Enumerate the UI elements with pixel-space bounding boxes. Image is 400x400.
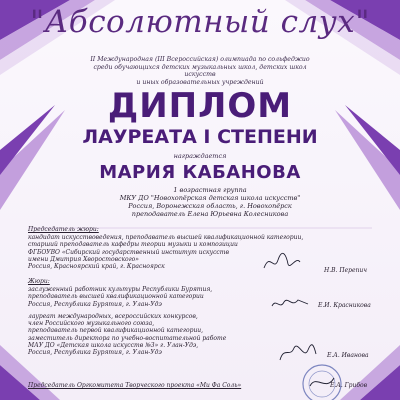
jury-line: Россия, Республика Бурятия, г. Улан-Удэ [28, 300, 162, 308]
jury-header: Председатель жюри: [28, 226, 99, 233]
jury-line: лауреат международных, всероссийских конкурсов, [28, 313, 198, 320]
jury-line: кандидат искусствоведения, преподаватель высшей квалификационной категории, [28, 234, 304, 242]
jury-line: МАУ ДО «Детская школа искусств №3» г. Улан-Удэ, [28, 341, 199, 349]
jury-line: член Российского музыкального союза, [28, 320, 155, 328]
signature-2 [270, 294, 310, 312]
awarded-label: награждается [173, 152, 227, 160]
subtitle-line: среди обучающихся детских музыкальных школ, детских школ искусств [93, 63, 307, 79]
info-line: МКУ ДО "Новохопёрская детская школа искусств" [119, 194, 301, 202]
jury-member-block-1 [28, 278, 212, 308]
jury-line: Россия, Красноярский край, г. Красноярск [28, 263, 165, 271]
jury-signer: Н.В. Перепич [324, 267, 367, 274]
chair-signer: Е.А. Грибов [330, 382, 368, 389]
info-line: 1 возрастная группа [173, 186, 247, 194]
jury-line: заместитель директора по учебно-воспитательной работе [28, 334, 227, 342]
chair-label: Председатель Оргкомитета Творческого проекта «Ми Фа Соль» [28, 382, 242, 389]
info-line: Россия, Воронежская область, г. Новохопёрск [128, 202, 292, 210]
jury-signer: Е.А. Иванова [327, 352, 369, 359]
signature-1 [262, 250, 302, 274]
jury-line: старший преподаватель кафедры теории музыки и композиции [28, 241, 238, 249]
jury-signer: Е.И. Красникова [318, 302, 371, 309]
jury-member-block-2 [28, 313, 226, 356]
info-line: преподаватель Елена Юрьевна Колесникова [131, 210, 289, 218]
organizing-committee-chair [28, 382, 241, 389]
recipient-name: МАРИЯ КАБАНОВА [99, 162, 301, 183]
organization-stamp [300, 360, 344, 400]
diploma-heading: ДИПЛОМ [107, 86, 293, 126]
recipient-info [100, 186, 320, 218]
jury-line: преподаватель первой квалификационной категории, [28, 327, 204, 335]
jury-line: ФГБОУВО «Сибирский государственный институт искусств [28, 248, 229, 256]
laureate-degree: ЛАУРЕАТА I СТЕПЕНИ [82, 126, 318, 148]
jury-line: преподаватель высшей квалификационной категории [28, 293, 204, 301]
jury-line: заслуженный работник культуры Республики Бурятия, [28, 286, 213, 294]
olympiad-subtitle [80, 56, 320, 86]
jury-header: Жюри: [28, 278, 50, 285]
olympiad-title: "Абсолютный слух" [30, 4, 370, 40]
subtitle-line: и иных образовательных учреждений [136, 78, 264, 86]
jury-line: Россия, Республика Бурятия, г. Улан-Удэ [28, 349, 162, 357]
subtitle-line: II Международная (III Всероссийская) олимпиада по сольфеджио [90, 56, 310, 63]
jury-line: имени Дмитрия Хворостовского» [28, 255, 139, 263]
